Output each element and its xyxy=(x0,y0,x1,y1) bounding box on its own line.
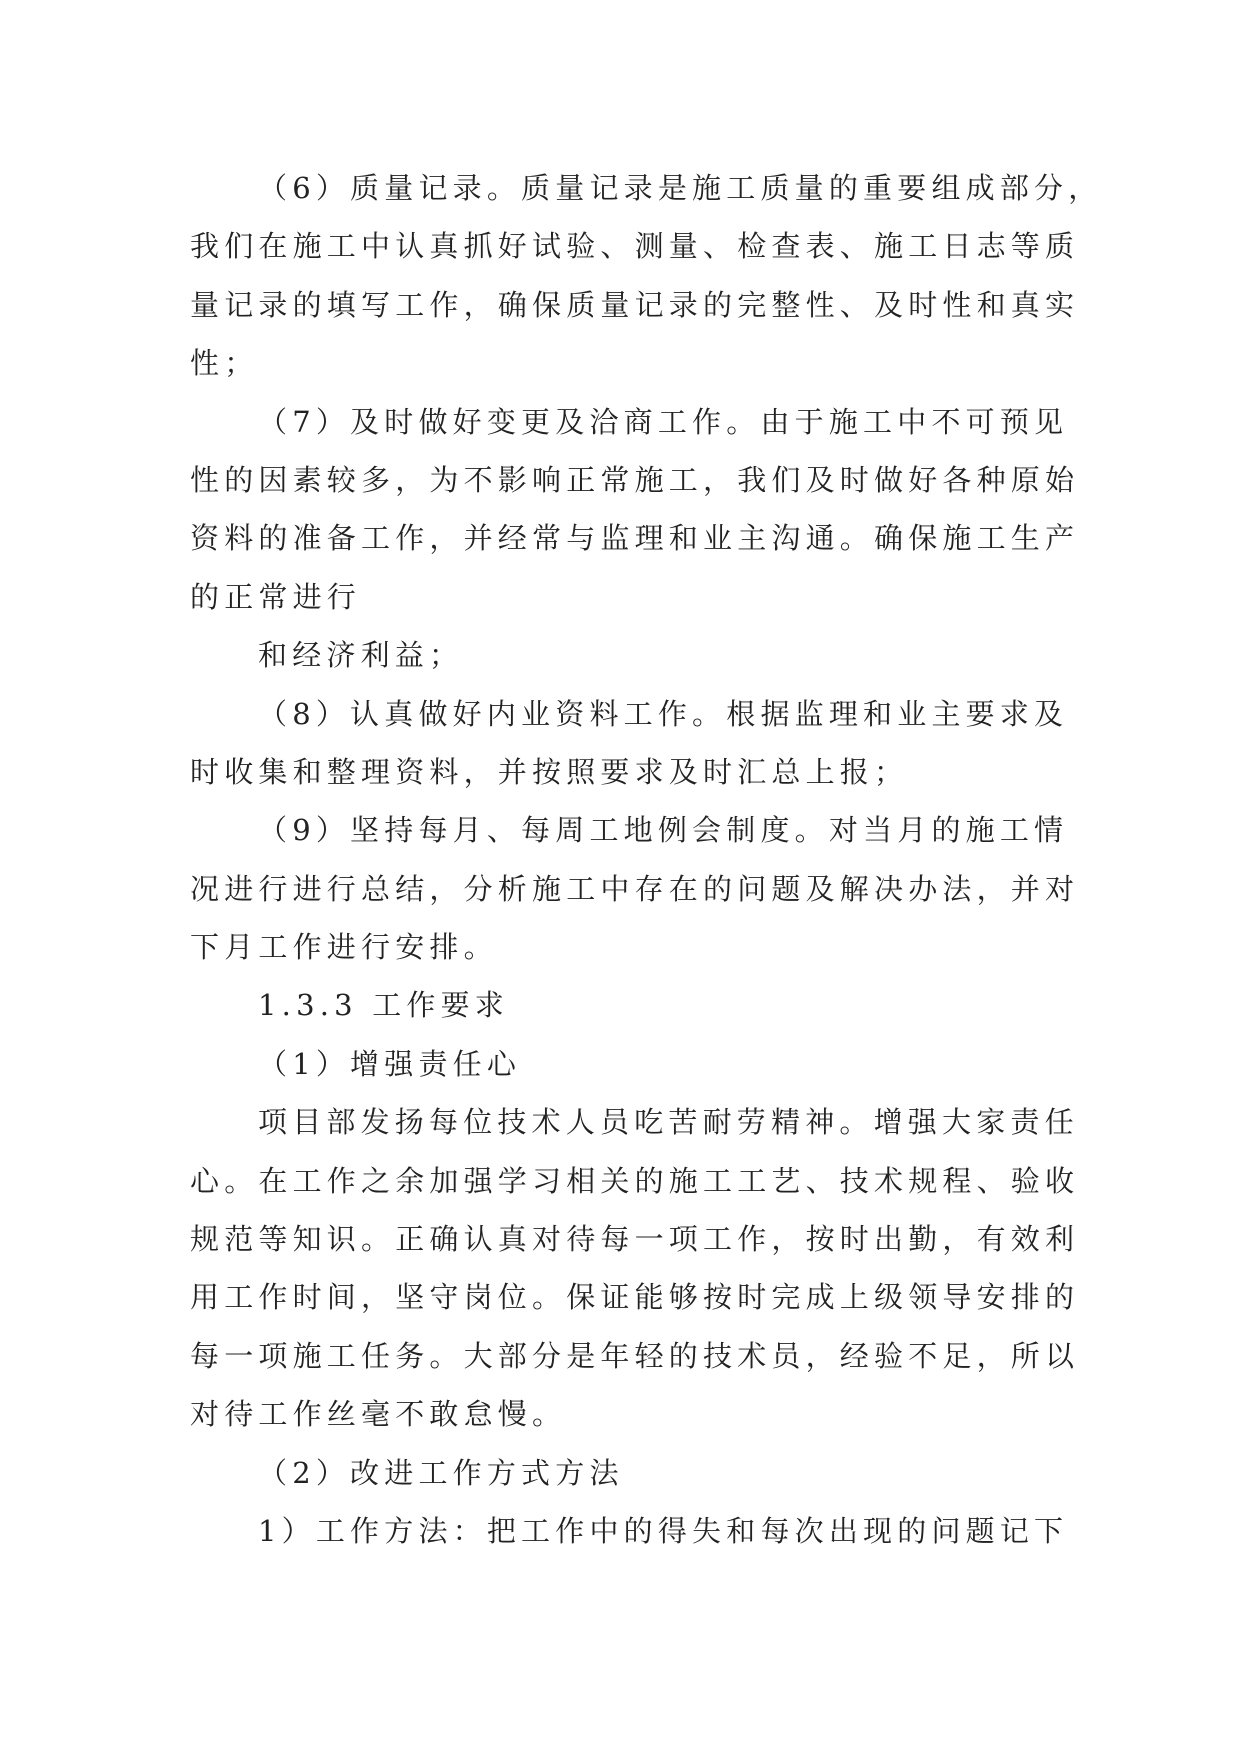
paragraph-line: （6）质量记录。质量记录是施工质量的重要组成部分， xyxy=(258,171,1103,205)
paragraph-line: 对待工作丝毫不敢怠慢。 xyxy=(190,1397,567,1432)
paragraph-line: 性； xyxy=(190,346,259,381)
paragraph-line: 和经济利益； xyxy=(258,638,464,673)
paragraph-line: （9）坚持每月、每周工地例会制度。对当月的施工情 xyxy=(258,813,1069,848)
paragraph-line: （7）及时做好变更及洽商工作。由于施工中不可预见 xyxy=(258,404,1069,439)
subsection-heading: （1）增强责任心 xyxy=(258,1046,522,1081)
paragraph-line: 性的因素较多，为不影响正常施工，我们及时做好各种原始 xyxy=(190,462,1080,497)
section-heading: 1.3.3 工作要求 xyxy=(258,988,510,1023)
paragraph-line: 用工作时间，坚守岗位。保证能够按时完成上级领导安排的 xyxy=(190,1280,1080,1315)
paragraph-line: 时收集和整理资料，并按照要求及时汇总上报； xyxy=(190,754,909,789)
paragraph-line: 规范等知识。正确认真对待每一项工作，按时出勤，有效利 xyxy=(190,1222,1080,1257)
paragraph-line: 心。在工作之余加强学习相关的施工工艺、技术规程、验收 xyxy=(190,1163,1080,1198)
paragraph-line: 每一项施工任务。大部分是年轻的技术员，经验不足，所以 xyxy=(190,1338,1080,1373)
paragraph-line: 我们在施工中认真抓好试验、测量、检查表、施工日志等质 xyxy=(190,229,1080,264)
paragraph-line: 项目部发扬每位技术人员吃苦耐劳精神。增强大家责任 xyxy=(258,1105,1079,1140)
paragraph-line: 量记录的填写工作，确保质量记录的完整性、及时性和真实 xyxy=(190,287,1080,322)
paragraph-line: 资料的准备工作，并经常与监理和业主沟通。确保施工生产 xyxy=(190,521,1080,556)
paragraph-line: 1）工作方法：把工作中的得失和每次出现的问题记下 xyxy=(258,1513,1069,1548)
paragraph-line: 的正常进行 xyxy=(190,579,362,614)
subsection-heading: （2）改进工作方式方法 xyxy=(258,1455,624,1490)
paragraph-line: 况进行进行总结，分析施工中存在的问题及解决办法，并对 xyxy=(190,871,1080,906)
paragraph-line: 下月工作进行安排。 xyxy=(190,930,498,965)
document-body xyxy=(190,159,1103,1560)
paragraph-line: （8）认真做好内业资料工作。根据监理和业主要求及 xyxy=(258,696,1069,731)
